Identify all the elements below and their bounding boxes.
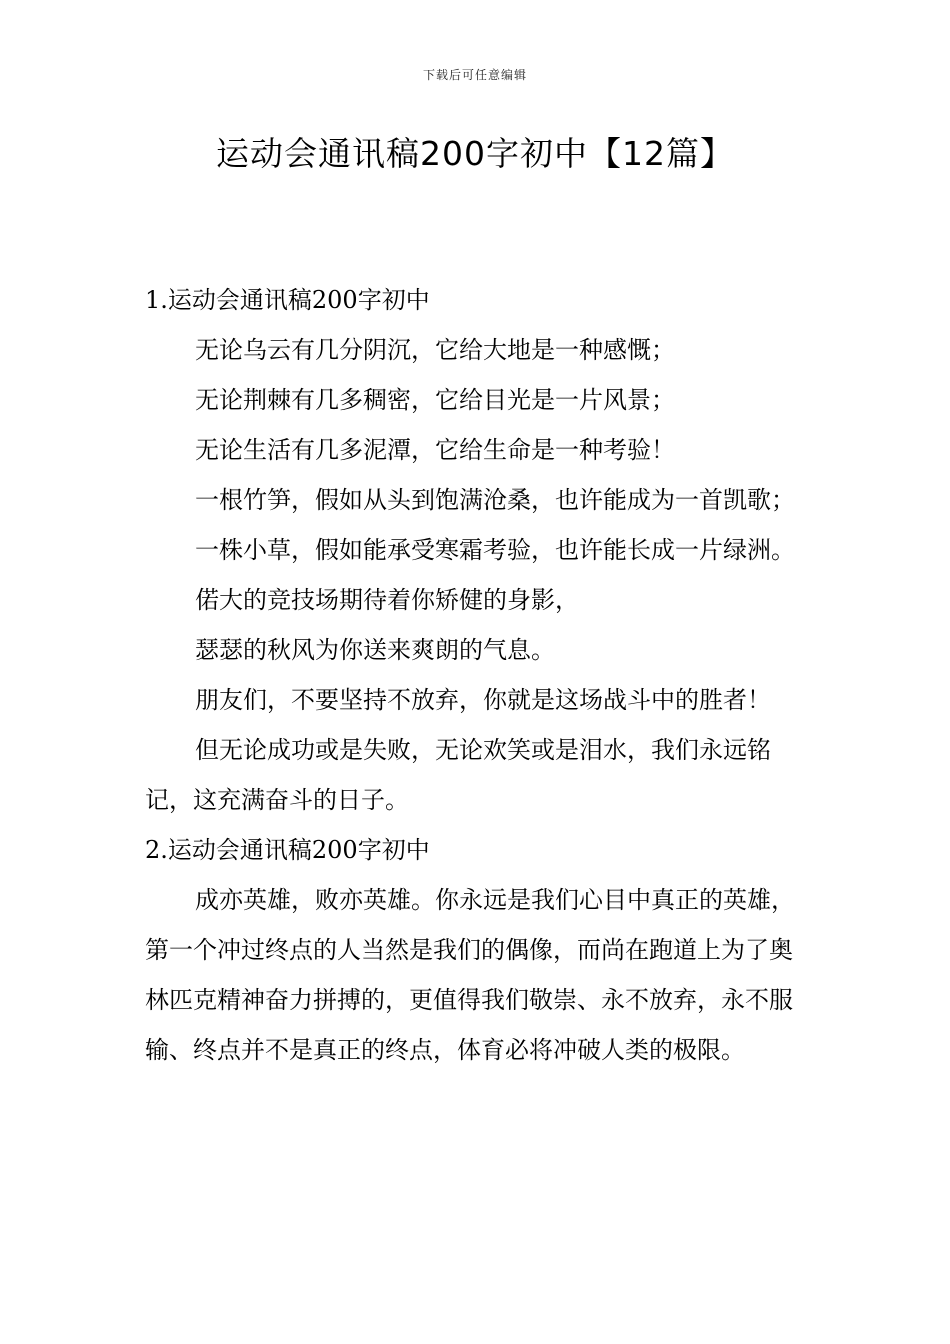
- paragraph: 但无论成功或是失败，无论欢笑或是泪水，我们永远铭记，这充满奋斗的日子。: [145, 736, 771, 814]
- paragraph: 一根竹笋，假如从头到饱满沧桑，也许能成为一首凯歌；: [195, 486, 795, 514]
- header-note: 下载后可任意编辑: [422, 68, 527, 82]
- paragraph: 朋友们，不要坚持不放弃，你就是这场战斗中的胜者！: [195, 686, 771, 714]
- paragraph: 无论乌云有几分阴沉，它给大地是一种感慨；: [195, 336, 675, 364]
- section-heading: 1.运动会通讯稿200字初中: [145, 286, 430, 314]
- paragraph: 偌大的竞技场期待着你矫健的身影，: [195, 586, 579, 614]
- paragraph: 无论荆棘有几多稠密，它给目光是一片风景；: [195, 386, 675, 414]
- section-heading: 2.运动会通讯稿200字初中: [145, 836, 430, 864]
- paragraph: 瑟瑟的秋风为你送来爽朗的气息。: [195, 636, 555, 664]
- paragraph: 成亦英雄，败亦英雄。你永远是我们心目中真正的英雄，第一个冲过终点的人当然是我们的偶像，而尚在跑道上为了奥林匹克精神奋力拼搏的，更值得我们敬崇、永不放弃，永不服输、终点并不是真正的终点，体育必将冲破人类的极限。: [145, 886, 795, 1064]
- section-2: [145, 825, 810, 1075]
- page-title: 运动会通讯稿200字初中【12篇】: [216, 134, 734, 173]
- document-body: [145, 275, 810, 1075]
- paragraph: 一株小草，假如能承受寒霜考验，也许能长成一片绿洲。: [195, 536, 795, 564]
- section-1: [145, 275, 810, 825]
- paragraph: 无论生活有几多泥潭，它给生命是一种考验！: [195, 436, 675, 464]
